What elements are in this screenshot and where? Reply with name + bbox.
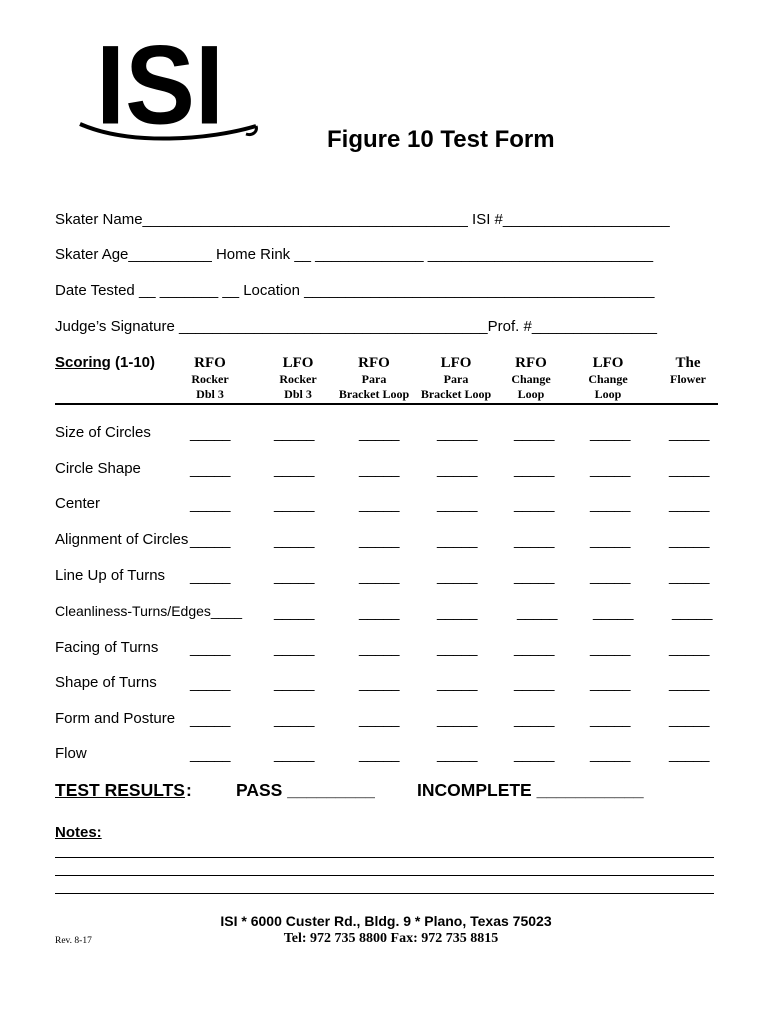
criterion-label: Line Up of Turns	[55, 567, 166, 584]
column-figure-detail: Bracket Loop	[338, 387, 410, 401]
column-figure: Rocker	[191, 372, 229, 386]
footer-address: ISI * 6000 Custer Rd., Bldg. 9 * Plano, Texas 75023	[220, 913, 552, 929]
header-divider	[55, 403, 718, 405]
score-blank[interactable]: _____	[590, 711, 631, 728]
score-blank[interactable]: _____	[590, 461, 631, 478]
isi-logo-text: ISI	[96, 22, 224, 142]
notes-label: Notes:	[55, 824, 102, 841]
score-blank[interactable]: _____	[359, 675, 400, 692]
column-figure: Rocker	[279, 372, 317, 386]
score-blank[interactable]: _____	[437, 532, 478, 549]
column-header	[329, 354, 419, 402]
score-blank[interactable]: _____	[593, 604, 634, 621]
skater-age-home-rink-field[interactable]: Skater Age__________ Home Rink __ _____________ ___________________________	[55, 246, 654, 263]
page-title: Figure 10 Test Form	[327, 126, 555, 153]
score-blank[interactable]: _____	[669, 425, 710, 442]
column-figure: Change	[511, 372, 551, 386]
score-blank[interactable]: _____	[359, 640, 400, 657]
score-blank[interactable]: _____	[190, 711, 231, 728]
score-blank[interactable]: _____	[514, 425, 555, 442]
column-figure: Change	[588, 372, 628, 386]
score-blank[interactable]: _____	[274, 675, 315, 692]
scoring-header	[55, 354, 155, 371]
score-blank[interactable]: _____	[669, 640, 710, 657]
score-blank[interactable]: _____	[669, 532, 710, 549]
score-blank[interactable]: _____	[590, 532, 631, 549]
criterion-label: Flow	[55, 745, 87, 762]
score-blank[interactable]: _____	[359, 532, 400, 549]
score-blank[interactable]: _____	[514, 640, 555, 657]
column-edge: LFO	[592, 355, 624, 371]
score-blank[interactable]: _____	[590, 675, 631, 692]
column-figure-detail: Loop	[594, 387, 622, 401]
column-header	[165, 354, 255, 402]
score-blank[interactable]: _____	[669, 568, 710, 585]
score-blank[interactable]: _____	[437, 425, 478, 442]
score-blank[interactable]: _____	[669, 711, 710, 728]
score-blank[interactable]: _____	[274, 425, 315, 442]
score-blank[interactable]: _____	[514, 496, 555, 513]
criterion-label: Facing of Turns	[55, 639, 159, 656]
score-blank[interactable]: _____	[514, 746, 555, 763]
score-blank[interactable]: _____	[437, 461, 478, 478]
score-blank[interactable]: _____	[590, 568, 631, 585]
score-blank[interactable]: _____	[669, 675, 710, 692]
score-blank[interactable]: _____	[514, 461, 555, 478]
score-blank[interactable]: _____	[590, 425, 631, 442]
score-blank[interactable]: _____	[590, 746, 631, 763]
column-edge: RFO	[194, 355, 226, 371]
scoring-range: (1-10)	[110, 354, 156, 371]
score-blank[interactable]: _____	[437, 496, 478, 513]
test-results-text: TEST RESULTS	[55, 780, 185, 800]
score-blank[interactable]: _____	[359, 496, 400, 513]
score-blank[interactable]: _____	[514, 675, 555, 692]
score-blank[interactable]: _____	[274, 604, 315, 621]
score-blank[interactable]: _____	[274, 640, 315, 657]
column-edge: The	[675, 355, 701, 371]
column-header	[643, 354, 733, 387]
score-blank[interactable]: _____	[190, 640, 231, 657]
score-blank[interactable]: _____	[190, 532, 231, 549]
column-figure-detail: Loop	[517, 387, 545, 401]
score-blank[interactable]: _____	[669, 496, 710, 513]
criterion-label: Form and Posture	[55, 710, 176, 727]
revision-label: Rev. 8-17	[55, 936, 92, 946]
score-blank[interactable]: _____	[437, 675, 478, 692]
score-blank[interactable]: _____	[190, 496, 231, 513]
notes-line[interactable]	[55, 857, 714, 858]
column-edge: RFO	[358, 355, 390, 371]
column-figure-detail: Dbl 3	[196, 387, 224, 401]
isi-logo	[60, 22, 260, 142]
score-blank[interactable]: _____	[437, 640, 478, 657]
column-figure: Para	[443, 372, 469, 386]
score-blank[interactable]: _____	[274, 496, 315, 513]
score-blank[interactable]: _____	[274, 711, 315, 728]
score-blank[interactable]: _____	[590, 640, 631, 657]
criterion-label: Shape of Turns	[55, 674, 157, 691]
score-blank[interactable]: _____	[190, 746, 231, 763]
score-blank[interactable]: _____	[190, 461, 231, 478]
column-header	[563, 354, 653, 402]
score-blank[interactable]: _____	[274, 746, 315, 763]
column-figure: Para	[361, 372, 387, 386]
skater-name-isi-field[interactable]: Skater Name_______________________________________ ISI #____________________	[55, 211, 670, 228]
score-blank[interactable]: _____	[672, 604, 713, 621]
score-blank[interactable]: _____	[669, 461, 710, 478]
score-blank[interactable]: _____	[190, 568, 231, 585]
score-blank[interactable]: _____	[437, 604, 478, 621]
score-blank[interactable]: _____	[514, 711, 555, 728]
score-blank[interactable]: _____	[359, 568, 400, 585]
score-blank[interactable]: _____	[437, 746, 478, 763]
score-blank[interactable]: _____	[590, 496, 631, 513]
score-blank[interactable]: _____	[437, 568, 478, 585]
date-tested-location-field[interactable]: Date Tested __ _______ __ Location __________________________________________	[55, 282, 655, 299]
column-edge: LFO	[440, 355, 472, 371]
notes-line[interactable]	[55, 875, 714, 876]
score-blank[interactable]: _____	[514, 532, 555, 549]
footer-phone-fax: Tel: 972 735 8800 Fax: 972 735 8815	[283, 931, 499, 946]
score-blank[interactable]: _____	[274, 532, 315, 549]
column-edge: RFO	[515, 355, 547, 371]
criterion-label: Size of Circles	[55, 424, 151, 441]
column-figure-detail: Dbl 3	[284, 387, 312, 401]
score-blank[interactable]: _____	[190, 425, 231, 442]
column-figure-detail: Bracket Loop	[420, 387, 492, 401]
criterion-label: Circle Shape	[55, 460, 141, 477]
score-blank[interactable]: _____	[669, 746, 710, 763]
score-blank[interactable]: _____	[274, 461, 315, 478]
score-blank[interactable]: _____	[359, 604, 400, 621]
column-edge: LFO	[282, 355, 314, 371]
score-blank[interactable]: _____	[274, 568, 315, 585]
score-blank[interactable]: _____	[359, 746, 400, 763]
score-blank[interactable]: _____	[190, 675, 231, 692]
incomplete-field[interactable]: INCOMPLETE ___________	[417, 780, 644, 800]
criterion-label: Alignment of Circles	[55, 531, 189, 548]
pass-field[interactable]: PASS _________	[236, 780, 375, 800]
column-figure: Flower	[670, 372, 706, 386]
score-blank[interactable]: _____	[517, 604, 558, 621]
isi-logo-graphic	[60, 22, 260, 142]
score-blank[interactable]: _____	[359, 461, 400, 478]
score-blank[interactable]: _____	[359, 711, 400, 728]
criterion-label: Center	[55, 495, 101, 512]
scoring-label: Scoring	[55, 354, 111, 371]
score-blank[interactable]: _____	[514, 568, 555, 585]
score-blank[interactable]: _____	[359, 425, 400, 442]
test-results-colon: :	[186, 780, 192, 800]
test-results-label	[55, 780, 185, 801]
notes-line[interactable]	[55, 893, 714, 894]
criterion-label: Cleanliness-Turns/Edges____	[55, 603, 243, 619]
score-blank[interactable]: _____	[437, 711, 478, 728]
judge-signature-prof-field[interactable]: Judge’s Signature _____________________________________Prof. #_______________	[55, 318, 657, 335]
